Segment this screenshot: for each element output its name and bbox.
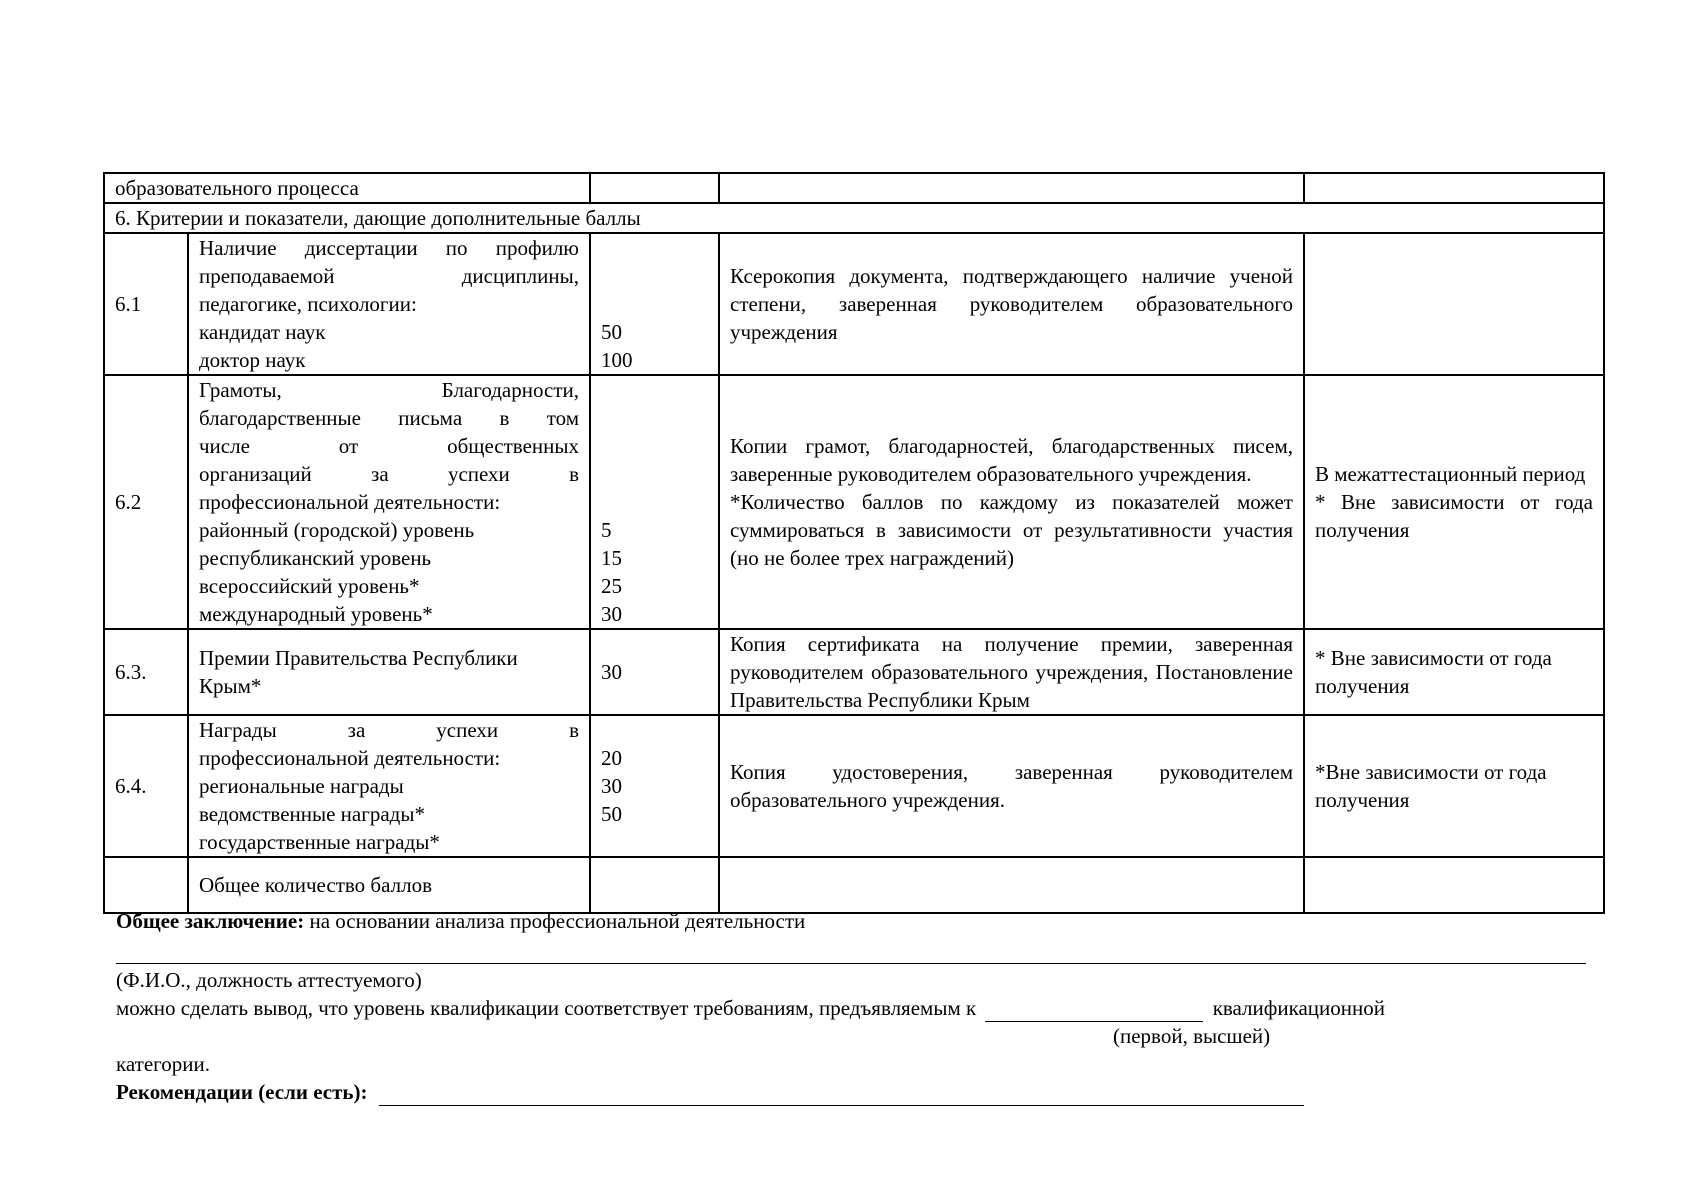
cell-process-text: образовательного процесса	[104, 173, 590, 203]
criterion-line: региональные награды	[199, 774, 404, 798]
conclusion-line	[116, 907, 805, 935]
cell-empty	[1304, 173, 1604, 203]
documents-cell: Копия удостоверения, заверенная руководителем образовательного учреждения.	[719, 715, 1304, 857]
category-blank	[985, 999, 1203, 1022]
criterion-line: профессиональной деятельности:	[199, 490, 501, 514]
criterion-line: организаций за успехи в	[199, 462, 579, 486]
row-number: 6.2	[104, 375, 188, 629]
criterion-cell	[188, 375, 590, 629]
criterion-line: Награды за успехи в	[199, 718, 579, 742]
criteria-table	[103, 172, 1605, 914]
points-value: 100	[601, 348, 633, 372]
fio-underline	[116, 963, 1586, 964]
category-word: категории.	[116, 1052, 210, 1076]
documents-cell: Копия сертификата на получение премии, заверенная руководителем образовательного учреждения, Постановление Правительства Республики Крым	[719, 629, 1304, 715]
points-cell	[590, 233, 719, 375]
section-header-row	[104, 203, 1604, 233]
points-value: 50	[601, 320, 622, 344]
criterion-line: Грамоты, Благодарности,	[199, 378, 579, 402]
criterion-line: кандидат наук	[199, 320, 326, 344]
note-text: В межаттестационный период	[1315, 462, 1586, 486]
points-value: 5	[601, 518, 612, 542]
cell-empty	[104, 857, 188, 913]
documents-text: Копии грамот, благодарностей, благодарственных писем, заверенные руководителем образовательного учреждения.	[730, 434, 1293, 486]
criterion-line: международный уровень*	[199, 602, 433, 626]
points-value: 15	[601, 546, 622, 570]
total-row	[104, 857, 1604, 913]
cell-empty	[1304, 857, 1604, 913]
criterion-line: преподаваемой дисциплины,	[199, 264, 579, 288]
criterion-line: доктор наук	[199, 348, 306, 372]
fio-caption: (Ф.И.О., должность аттестуемого)	[116, 968, 422, 992]
criterion-cell	[188, 715, 590, 857]
conclusion-label: Общее заключение:	[116, 909, 305, 933]
table-row	[104, 233, 1604, 375]
row-number: 6.4.	[104, 715, 188, 857]
section-6-header: 6. Критерии и показатели, дающие дополнительные баллы	[104, 203, 1604, 233]
row-number: 6.3.	[104, 629, 188, 715]
cell-empty	[719, 857, 1304, 913]
documents-cell: Ксерокопия документа, подтверждающего наличие ученой степени, заверенная руководителем образовательного учреждения	[719, 233, 1304, 375]
documents-cell	[719, 375, 1304, 629]
conclusion-text: на основании анализа профессиональной деятельности	[309, 909, 806, 933]
table-row	[104, 715, 1604, 857]
criterion-line: профессиональной деятельности:	[199, 746, 501, 770]
category-hint: (первой, высшей)	[1113, 1024, 1271, 1048]
criterion-line: благодарственные письма в том	[199, 406, 579, 430]
documents-footnote: *Количество баллов по каждому из показателей может суммироваться в зависимости от результативности участия (но не более трех награждений)	[730, 490, 1293, 570]
points-value: 30	[601, 602, 622, 626]
qualification-end: квалификационной	[1212, 996, 1385, 1020]
note-cell	[1304, 233, 1604, 375]
points-cell: 30	[590, 629, 719, 715]
criterion-line: ведомственные награды*	[199, 802, 425, 826]
points-value: 50	[601, 802, 622, 826]
criterion-line: числе от общественных	[199, 434, 579, 458]
table-row	[104, 173, 1604, 203]
note-cell: * Вне зависимости от года получения	[1304, 629, 1604, 715]
total-points-cell	[590, 857, 719, 913]
points-value: 25	[601, 574, 622, 598]
criterion-line: всероссийский уровень*	[199, 574, 420, 598]
points-cell	[590, 375, 719, 629]
criterion-line: республиканский уровень	[199, 546, 432, 570]
total-label: Общее количество баллов	[188, 857, 590, 913]
points-cell	[590, 715, 719, 857]
note-text: * Вне зависимости от года получения	[1315, 490, 1593, 542]
cell-empty	[590, 173, 719, 203]
recommendations-label: Рекомендации (если есть):	[116, 1080, 368, 1104]
criterion-cell	[188, 233, 590, 375]
recommendations-blank	[379, 1083, 1304, 1106]
qualification-line	[116, 994, 1385, 1022]
recommendations-line	[116, 1078, 1304, 1106]
row-number: 6.1	[104, 233, 188, 375]
qualification-text: можно сделать вывод, что уровень квалификации соответствует требованиям, предъявляемым к	[116, 996, 977, 1020]
note-cell	[1304, 375, 1604, 629]
criterion-cell: Премии Правительства Республики Крым*	[188, 629, 590, 715]
points-value: 30	[601, 774, 622, 798]
criterion-line: государственные награды*	[199, 830, 440, 854]
note-cell: *Вне зависимости от года получения	[1304, 715, 1604, 857]
table-row	[104, 629, 1604, 715]
points-value: 20	[601, 746, 622, 770]
criterion-line: районный (городской) уровень	[199, 518, 475, 542]
criterion-line: педагогике, психологии:	[199, 292, 417, 316]
table-row	[104, 375, 1604, 629]
criterion-line: Наличие диссертации по профилю	[199, 236, 579, 260]
cell-empty	[719, 173, 1304, 203]
